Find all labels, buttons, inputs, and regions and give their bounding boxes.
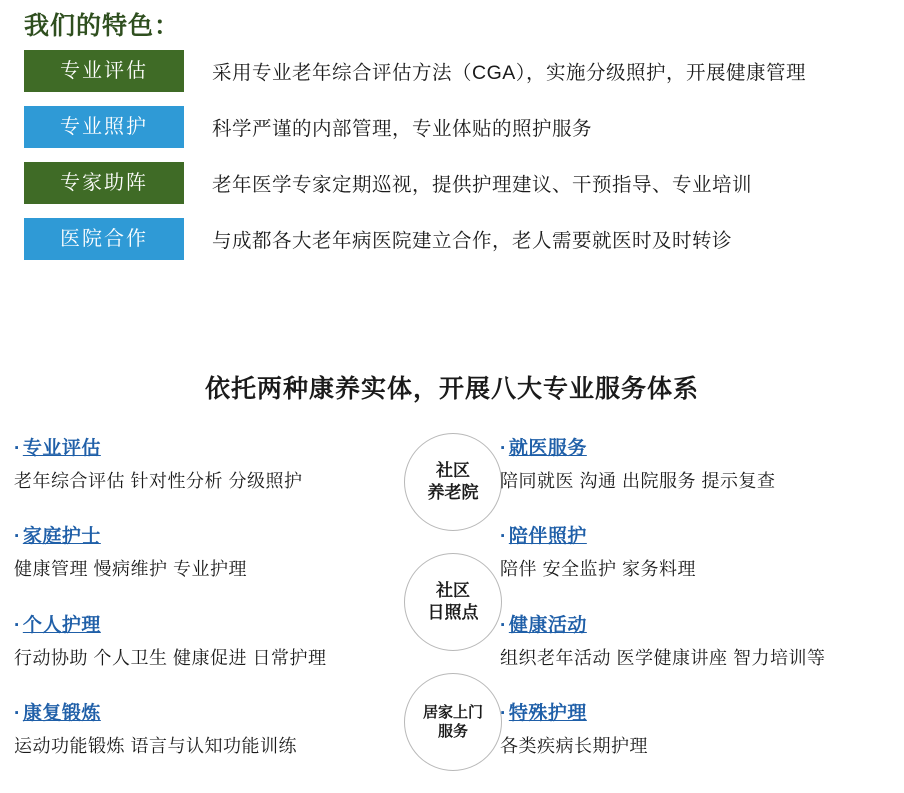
bullet-icon: · bbox=[500, 526, 507, 548]
service-desc: 健康管理 慢病维护 专业护理 bbox=[14, 559, 248, 580]
entity-line-1: 居家上门 bbox=[422, 703, 483, 721]
feature-row bbox=[24, 104, 880, 150]
service-name-label: 家庭护士 bbox=[22, 526, 101, 548]
features-section bbox=[0, 0, 904, 300]
service-desc: 组织老年活动 医学健康讲座 智力培训等 bbox=[500, 647, 826, 668]
service-name-label: 健康活动 bbox=[508, 614, 587, 636]
bullet-icon: · bbox=[14, 703, 21, 725]
service-item bbox=[500, 610, 870, 670]
service-desc: 老年综合评估 针对性分析 分级照护 bbox=[14, 471, 303, 491]
service-name-label: 康复锻炼 bbox=[22, 703, 101, 725]
service-name-rehabilitation bbox=[14, 698, 384, 725]
service-name-label: 特殊护理 bbox=[508, 703, 587, 725]
entity-circle-community-nursing-home bbox=[404, 433, 502, 531]
feature-row bbox=[24, 48, 880, 94]
services-heading: 依托两种康养实体，开展八大专业服务体系 bbox=[204, 375, 699, 403]
bullet-icon: · bbox=[500, 703, 507, 725]
service-name-label: 陪伴照护 bbox=[508, 526, 587, 548]
bullet-icon: · bbox=[500, 438, 507, 459]
entity-line-2: 养老院 bbox=[427, 483, 479, 502]
entity-line-1: 社区 bbox=[436, 580, 470, 600]
service-desc: 陪伴 安全监护 家务料理 bbox=[500, 559, 697, 580]
bullet-icon: · bbox=[14, 614, 21, 636]
bullet-icon: · bbox=[14, 438, 21, 459]
entity-circle-community-day-care bbox=[404, 553, 502, 651]
service-item bbox=[500, 521, 870, 581]
service-desc: 运动功能锻炼 语言与认知功能训练 bbox=[14, 736, 297, 757]
feature-tag-2: 专业照护 bbox=[24, 106, 184, 148]
feature-text-2: 科学严谨的内部管理，专业体贴的照护服务 bbox=[212, 118, 593, 140]
service-name-family-nurse bbox=[14, 521, 384, 548]
bullet-icon: · bbox=[500, 614, 507, 636]
service-column-right bbox=[500, 433, 870, 787]
service-desc: 陪同就医 沟通 出院服务 提示复查 bbox=[500, 471, 776, 491]
service-name-medical-service bbox=[500, 433, 870, 460]
entity-circle-home-visit-service bbox=[404, 673, 502, 771]
feature-text-4: 与成都各大老年病医院建立合作，老人需要就医时及时转诊 bbox=[212, 230, 733, 252]
service-item bbox=[14, 698, 384, 758]
entity-line-2: 日照点 bbox=[427, 603, 479, 622]
service-column-left bbox=[14, 433, 384, 787]
service-item bbox=[14, 521, 384, 581]
service-item bbox=[500, 433, 870, 493]
service-item bbox=[500, 698, 870, 758]
service-name-special-nursing bbox=[500, 698, 870, 725]
feature-row bbox=[24, 216, 880, 262]
feature-tag-4: 医院合作 bbox=[24, 218, 184, 260]
service-item bbox=[14, 610, 384, 670]
feature-text-3: 老年医学专家定期巡视，提供护理建议、干预指导、专业培训 bbox=[212, 174, 753, 196]
service-name-health-activities bbox=[500, 610, 870, 637]
service-name-label: 就医服务 bbox=[508, 438, 587, 459]
service-desc: 行动协助 个人卫生 健康促进 日常护理 bbox=[14, 647, 327, 668]
feature-tag-1: 专业评估 bbox=[24, 50, 184, 92]
feature-row bbox=[24, 160, 880, 206]
features-list bbox=[24, 48, 880, 272]
feature-tag-3: 专家助阵 bbox=[24, 162, 184, 204]
service-name-personal-care bbox=[14, 610, 384, 637]
service-name-label: 个人护理 bbox=[22, 614, 101, 636]
bullet-icon: · bbox=[14, 526, 21, 548]
services-section bbox=[0, 355, 904, 782]
entity-line-2: 服务 bbox=[437, 723, 468, 740]
service-name-companion-care bbox=[500, 521, 870, 548]
service-desc: 各类疾病长期护理 bbox=[500, 736, 648, 757]
service-name-label: 专业评估 bbox=[22, 438, 101, 459]
features-title: 我们的特色： bbox=[24, 12, 181, 40]
service-name-professional-assessment bbox=[14, 433, 384, 460]
service-item bbox=[14, 433, 384, 493]
entity-line-1: 社区 bbox=[436, 460, 470, 480]
feature-text-1: 采用专业老年综合评估方法（CGA），实施分级照护，开展健康管理 bbox=[212, 62, 807, 84]
